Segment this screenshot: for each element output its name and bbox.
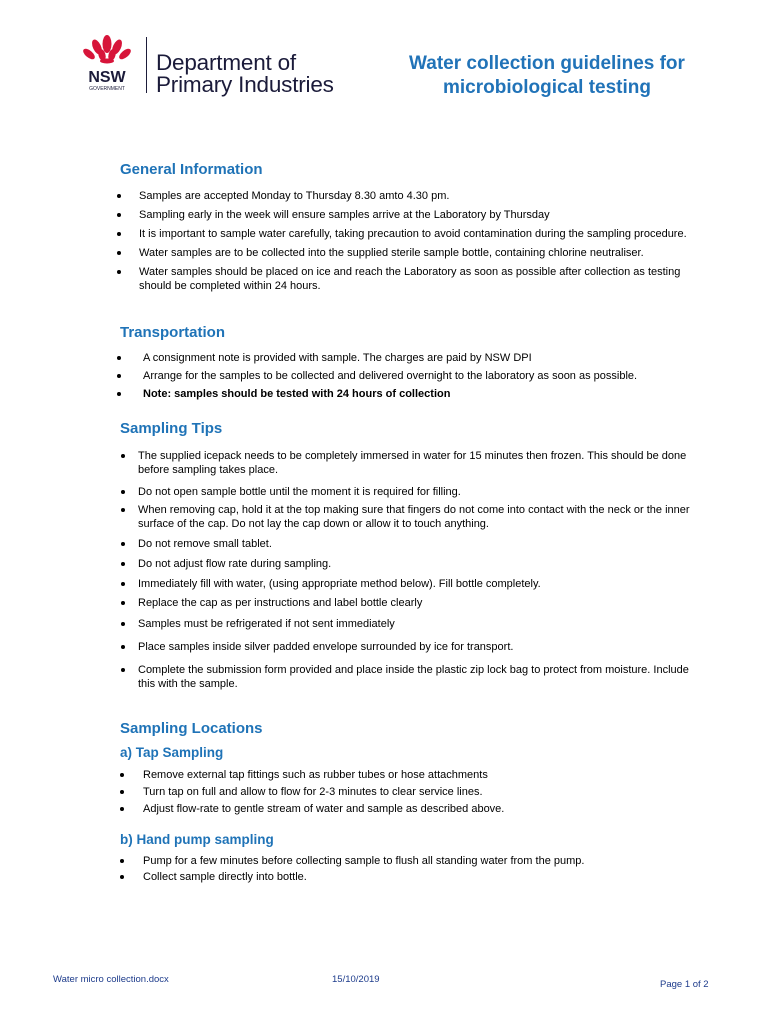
department-line-1: Department of [156,50,296,75]
transportation-heading: Transportation [120,324,226,341]
list-item: Replace the cap as per instructions and label bottle clearly [112,596,702,610]
list-item: When removing cap, hold it at the top making sure that fingers do not come into contact with the neck or the inner surface of the cap. Do not lay the cap down or allow it to touch anything. [112,503,702,531]
list-item: Samples are accepted Monday to Thursday 8.30 amto 4.30 pm. [112,189,702,203]
list-item: Arrange for the samples to be collected and delivered overnight to the laboratory as soon as possible. [112,369,702,383]
list-item: Water samples should be placed on ice and reach the Laboratory as soon as possible after collection as testing should be completed within 24 hours. [112,265,702,293]
list-item: Turn tap on full and allow to flow for 2-3 minutes to clear service lines. [112,785,702,799]
general-information-list [112,189,702,293]
tap-sampling-heading: a) Tap Sampling [120,745,224,760]
sampling-locations-heading: Sampling Locations [120,720,263,737]
hand-pump-sampling-heading: b) Hand pump sampling [120,832,274,847]
list-item: Collect sample directly into bottle. [112,870,702,884]
list-item: Do not remove small tablet. [112,537,702,551]
logo-wordmark: NSW [88,69,126,86]
list-item: It is important to sample water carefully, taking precaution to avoid contamination during the sampling procedure. [112,227,702,241]
department-line-2: Primary Industries [156,72,334,97]
list-item: A consignment note is provided with sample. The charges are paid by NSW DPI [112,351,702,365]
footer-date: 15/10/2019 [332,974,380,985]
title-line-1: Water collection guidelines for [409,53,685,74]
title-line-2: microbiological testing [443,77,651,98]
header-divider [146,37,147,93]
footer-filename: Water micro collection.docx [53,974,169,985]
general-information-heading: General Information [120,161,263,178]
hand-pump-sampling-list [112,854,702,884]
sampling-tips-heading: Sampling Tips [120,420,223,437]
logo-subtext: GOVERNMENT [89,86,125,92]
list-item: Note: samples should be tested with 24 hours of collection [112,387,702,401]
nsw-government-logo [76,34,138,96]
list-item: Remove external tap fittings such as rubber tubes or hose attachments [112,768,702,782]
list-item: The supplied icepack needs to be completely immersed in water for 15 minutes then frozen. This should be done before sampling takes place. [112,449,702,477]
document-title [372,52,722,100]
list-item: Do not adjust flow rate during sampling. [112,557,702,571]
list-item: Sampling early in the week will ensure samples arrive at the Laboratory by Thursday [112,208,702,222]
transportation-list [112,351,702,401]
sampling-tips-list [112,449,702,691]
list-item: Water samples are to be collected into the supplied sterile sample bottle, containing chlorine neutraliser. [112,246,702,260]
list-item: Samples must be refrigerated if not sent immediately [112,617,702,631]
department-name [156,52,334,96]
list-item: Complete the submission form provided and place inside the plastic zip lock bag to protect from moisture. Include this with the sample. [112,663,702,691]
footer-page-number: Page 1 of 2 [660,979,709,990]
list-item: Adjust flow-rate to gentle stream of water and sample as described above. [112,802,702,816]
list-item: Place samples inside silver padded envelope surrounded by ice for transport. [112,640,702,654]
list-item: Immediately fill with water, (using appropriate method below). Fill bottle completely. [112,577,702,591]
list-item: Do not open sample bottle until the moment it is required for filling. [112,485,702,499]
list-item: Pump for a few minutes before collecting sample to flush all standing water from the pump. [112,854,702,868]
tap-sampling-list [112,768,702,816]
